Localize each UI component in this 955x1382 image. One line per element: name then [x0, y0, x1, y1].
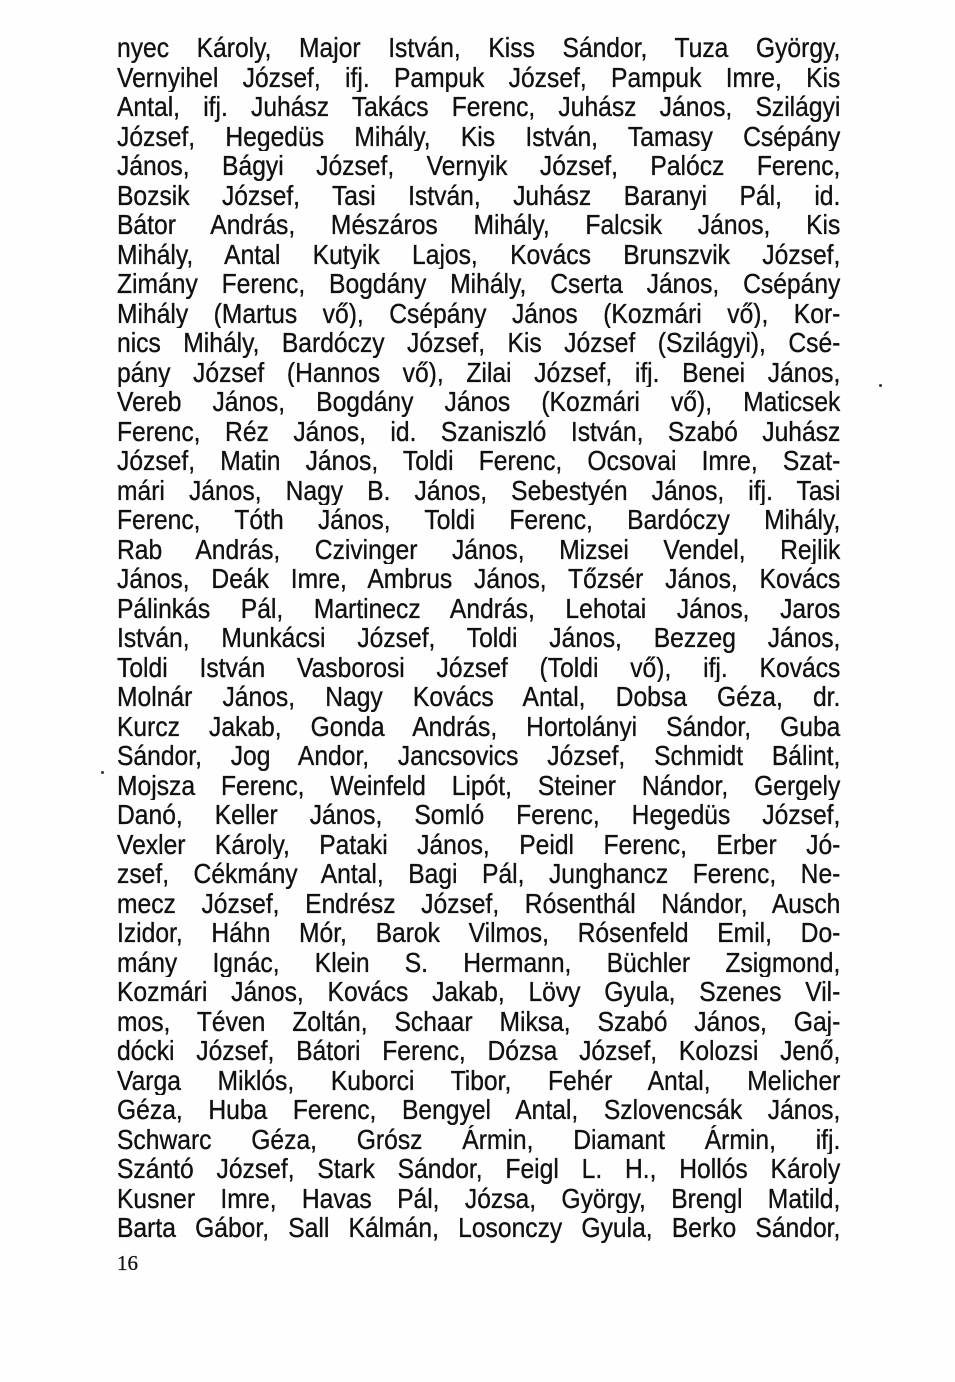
- text-line: mári János, Nagy B. János, Sebestyén János, ifj. Tasi: [117, 475, 841, 505]
- text-line: zsef, Cékmány Antal, Bagi Pál, Junghancz Ferenc, Ne-: [117, 859, 841, 889]
- text-line: Vexler Károly, Pataki János, Peidl Ferenc, Erber Jó-: [117, 829, 841, 859]
- name-list-paragraph: [117, 33, 840, 1243]
- text-line: nyec Károly, Major István, Kiss Sándor, Tuza György,: [117, 33, 841, 63]
- scan-speck: [879, 384, 882, 387]
- text-line: pány József (Hannos vő), Zilai József, ifj. Benei János,: [117, 357, 841, 387]
- text-line: mány Ignác, Klein S. Hermann, Büchler Zsigmond,: [117, 947, 841, 977]
- text-line: Rab András, Czivinger János, Mizsei Vendel, Rejlik: [117, 534, 841, 564]
- text-line: Mihály (Martus vő), Csépány János (Kozmári vő), Kor-: [117, 298, 841, 328]
- text-line: Molnár János, Nagy Kovács Antal, Dobsa Géza, dr.: [117, 682, 841, 712]
- text-line: Géza, Huba Ferenc, Bengyel Antal, Szlovencsák János,: [117, 1095, 841, 1125]
- text-line: János, Bágyi József, Vernyik József, Palócz Ferenc,: [117, 151, 841, 181]
- text-line: dócki József, Bátori Ferenc, Dózsa József, Kolozsi Jenő,: [117, 1036, 841, 1066]
- text-line: Barta Gábor, Sall Kálmán, Losonczy Gyula, Berko Sándor,: [117, 1213, 841, 1243]
- text-line: nics Mihály, Bardóczy József, Kis József (Szilágyi), Csé-: [117, 328, 841, 358]
- text-line: Danó, Keller János, Somló Ferenc, Hegedüs József,: [117, 800, 841, 830]
- text-line: Kusner Imre, Havas Pál, Józsa, György, Brengl Matild,: [117, 1183, 841, 1213]
- text-line: Mihály, Antal Kutyik Lajos, Kovács Brunszvik József,: [117, 239, 841, 269]
- text-line: mecz József, Endrész József, Rósenthál Nándor, Ausch: [117, 888, 841, 918]
- text-line: Sándor, Jog Andor, Jancsovics József, Schmidt Bálint,: [117, 741, 841, 771]
- text-line: Kurcz Jakab, Gonda András, Hortolányi Sándor, Guba: [117, 711, 841, 741]
- page-number: 16: [117, 1251, 138, 1275]
- text-line: Schwarc Géza, Grósz Ármin, Diamant Ármin, ifj.: [117, 1124, 841, 1154]
- text-line: János, Deák Imre, Ambrus János, Tőzsér János, Kovács: [117, 564, 841, 594]
- text-line: Kozmári János, Kovács Jakab, Lövy Gyula, Szenes Vil-: [117, 977, 841, 1007]
- text-line: Antal, ifj. Juhász Takács Ferenc, Juhász János, Szilágyi: [117, 92, 841, 122]
- text-line: Toldi István Vasborosi József (Toldi vő), ifj. Kovács: [117, 652, 841, 682]
- text-line: Varga Miklós, Kuborci Tibor, Fehér Antal, Melicher: [117, 1065, 841, 1095]
- text-line: Ferenc, Tóth János, Toldi Ferenc, Bardóczy Mihály,: [117, 505, 841, 535]
- text-line: Vernyihel József, ifj. Pampuk József, Pampuk Imre, Kis: [117, 62, 841, 92]
- text-line: Vereb János, Bogdány János (Kozmári vő), Maticsek: [117, 387, 841, 417]
- text-line: mos, Téven Zoltán, Schaar Miksa, Szabó János, Gaj-: [117, 1006, 841, 1036]
- text-line: István, Munkácsi József, Toldi János, Bezzeg János,: [117, 623, 841, 653]
- scan-speck: [101, 771, 104, 774]
- text-line: Ferenc, Réz János, id. Szaniszló István, Szabó Juhász: [117, 416, 841, 446]
- text-line: Bátor András, Mészáros Mihály, Falcsik János, Kis: [117, 210, 841, 240]
- text-line: Mojsza Ferenc, Weinfeld Lipót, Steiner Nándor, Gergely: [117, 770, 841, 800]
- text-line: József, Hegedüs Mihály, Kis István, Tamasy Csépány: [117, 121, 841, 151]
- text-line: Izidor, Háhn Mór, Barok Vilmos, Rósenfeld Emil, Do-: [117, 918, 841, 948]
- text-line: Zimány Ferenc, Bogdány Mihály, Cserta János, Csépány: [117, 269, 841, 299]
- text-line: Bozsik József, Tasi István, Juhász Baranyi Pál, id.: [117, 180, 841, 210]
- text-line: Pálinkás Pál, Martinecz András, Lehotai János, Jaros: [117, 593, 841, 623]
- text-line: Szántó József, Stark Sándor, Feigl L. H., Hollós Károly: [117, 1154, 841, 1184]
- text-line: József, Matin János, Toldi Ferenc, Ocsovai Imre, Szat-: [117, 446, 841, 476]
